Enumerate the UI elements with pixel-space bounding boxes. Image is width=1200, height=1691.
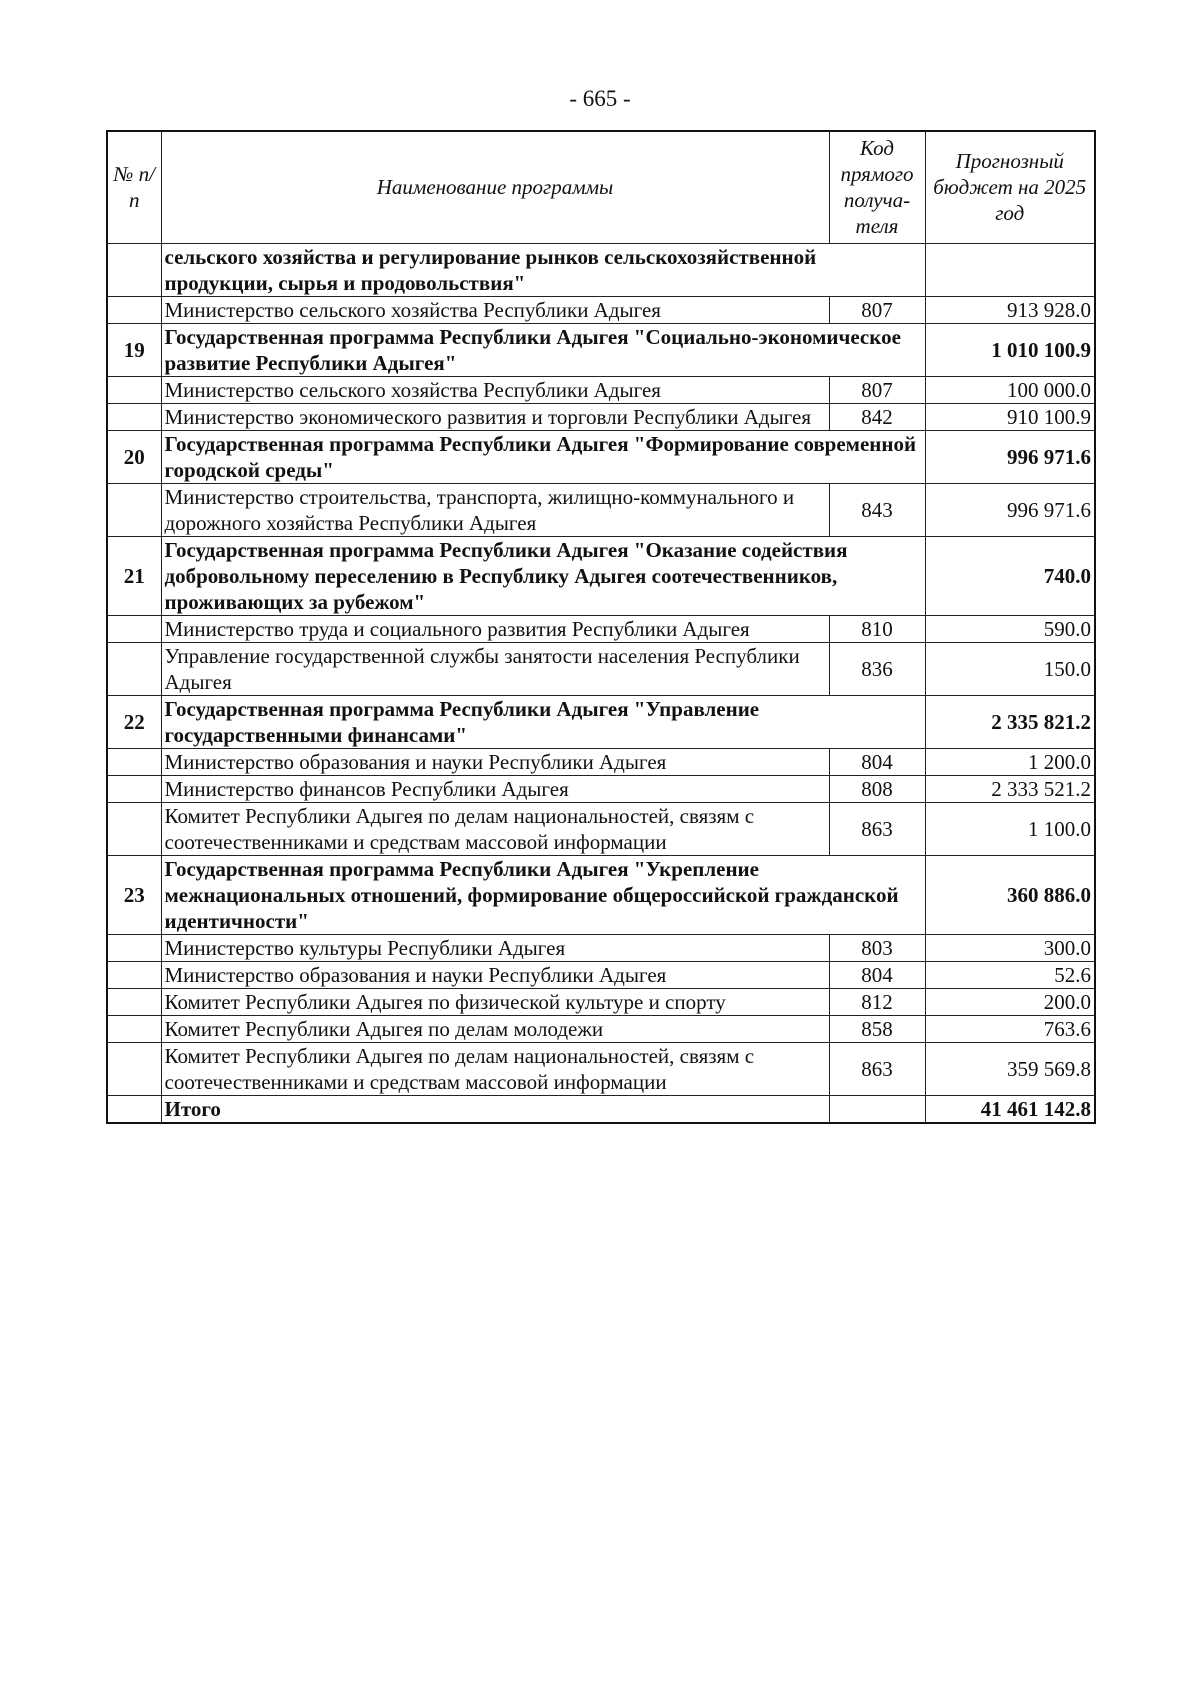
row-code: 842 — [829, 403, 925, 430]
row-name: Министерство экономического развития и торговли Республики Адыгея — [161, 403, 829, 430]
row-number — [107, 642, 161, 695]
row-code: 812 — [829, 988, 925, 1015]
row-amount: 100 000.0 — [925, 376, 1095, 403]
program-amount — [925, 243, 1095, 296]
recipient-row — [107, 802, 1095, 855]
row-number — [107, 376, 161, 403]
recipient-row — [107, 615, 1095, 642]
row-amount: 2 333 521.2 — [925, 775, 1095, 802]
row-number: 19 — [107, 323, 161, 376]
row-amount: 913 928.0 — [925, 296, 1095, 323]
row-name: Министерство культуры Республики Адыгея — [161, 934, 829, 961]
program-row — [107, 695, 1095, 748]
row-name: Министерство сельского хозяйства Республики Адыгея — [161, 296, 829, 323]
program-name: Государственная программа Республики Адыгея "Управление государственными финансами" — [161, 695, 925, 748]
recipient-row — [107, 934, 1095, 961]
row-code: 858 — [829, 1015, 925, 1042]
row-code: 808 — [829, 775, 925, 802]
total-name: Итого — [161, 1095, 829, 1123]
recipient-row — [107, 1015, 1095, 1042]
program-row — [107, 430, 1095, 483]
row-name: Управление государственной службы занятости населения Республики Адыгея — [161, 642, 829, 695]
program-name: Государственная программа Республики Адыгея "Социально-экономическое развитие Республики Адыгея" — [161, 323, 925, 376]
total-code — [829, 1095, 925, 1123]
row-amount: 996 971.6 — [925, 483, 1095, 536]
total-row — [107, 1095, 1095, 1123]
row-code: 863 — [829, 1042, 925, 1095]
recipient-row — [107, 988, 1095, 1015]
recipient-row — [107, 775, 1095, 802]
row-number — [107, 802, 161, 855]
program-name: сельского хозяйства и регулирование рынков сельскохозяйственной продукции, сырья и продовольствия" — [161, 243, 925, 296]
row-code: 807 — [829, 376, 925, 403]
program-amount: 996 971.6 — [925, 430, 1095, 483]
recipient-row — [107, 748, 1095, 775]
row-name: Комитет Республики Адыгея по физической культуре и спорту — [161, 988, 829, 1015]
header-number: № п/п — [107, 131, 161, 243]
recipient-row — [107, 483, 1095, 536]
table-header-row — [107, 131, 1095, 243]
row-number — [107, 615, 161, 642]
row-number — [107, 934, 161, 961]
row-amount: 1 200.0 — [925, 748, 1095, 775]
row-number: 21 — [107, 536, 161, 615]
row-code: 807 — [829, 296, 925, 323]
table-body — [107, 243, 1095, 1123]
row-number — [107, 748, 161, 775]
row-code: 843 — [829, 483, 925, 536]
row-number — [107, 483, 161, 536]
row-number — [107, 988, 161, 1015]
recipient-row — [107, 961, 1095, 988]
row-name: Министерство сельского хозяйства Республики Адыгея — [161, 376, 829, 403]
program-row — [107, 243, 1095, 296]
recipient-row — [107, 403, 1095, 430]
row-amount: 150.0 — [925, 642, 1095, 695]
program-name: Государственная программа Республики Адыгея "Укрепление межнациональных отношений, формирование общероссийской гражданской идентичности" — [161, 855, 925, 934]
row-name: Министерство строительства, транспорта, жилищно-коммунального и дорожного хозяйства Республики Адыгея — [161, 483, 829, 536]
recipient-row — [107, 642, 1095, 695]
row-number: 23 — [107, 855, 161, 934]
row-number — [107, 296, 161, 323]
total-amount: 41 461 142.8 — [925, 1095, 1095, 1123]
row-number — [107, 1042, 161, 1095]
row-code: 810 — [829, 615, 925, 642]
row-amount: 200.0 — [925, 988, 1095, 1015]
row-name: Министерство образования и науки Республики Адыгея — [161, 961, 829, 988]
program-amount: 360 886.0 — [925, 855, 1095, 934]
program-amount: 740.0 — [925, 536, 1095, 615]
row-amount: 300.0 — [925, 934, 1095, 961]
row-amount: 1 100.0 — [925, 802, 1095, 855]
row-name: Комитет Республики Адыгея по делам национальностей, связям с соотечественниками и средствам массовой информации — [161, 1042, 829, 1095]
row-number — [107, 961, 161, 988]
total-num — [107, 1095, 161, 1123]
row-name: Комитет Республики Адыгея по делам молодежи — [161, 1015, 829, 1042]
row-number — [107, 403, 161, 430]
row-amount: 359 569.8 — [925, 1042, 1095, 1095]
row-name: Министерство образования и науки Республики Адыгея — [161, 748, 829, 775]
row-code: 803 — [829, 934, 925, 961]
program-name: Государственная программа Республики Адыгея "Оказание содействия добровольному переселению в Республику Адыгея соотечественников, проживающих за рубежом" — [161, 536, 925, 615]
row-amount: 52.6 — [925, 961, 1095, 988]
row-code: 836 — [829, 642, 925, 695]
program-row — [107, 855, 1095, 934]
recipient-row — [107, 1042, 1095, 1095]
program-amount: 2 335 821.2 — [925, 695, 1095, 748]
program-row — [107, 536, 1095, 615]
header-program-name: Наименование программы — [161, 131, 829, 243]
row-amount: 590.0 — [925, 615, 1095, 642]
row-number — [107, 1015, 161, 1042]
row-number — [107, 775, 161, 802]
row-number: 22 — [107, 695, 161, 748]
recipient-row — [107, 376, 1095, 403]
program-name: Государственная программа Республики Адыгея "Формирование современной городской среды" — [161, 430, 925, 483]
budget-table — [106, 130, 1096, 1124]
row-number: 20 — [107, 430, 161, 483]
row-number — [107, 243, 161, 296]
row-code: 804 — [829, 748, 925, 775]
row-code: 863 — [829, 802, 925, 855]
row-amount: 763.6 — [925, 1015, 1095, 1042]
row-name: Министерство финансов Республики Адыгея — [161, 775, 829, 802]
row-amount: 910 100.9 — [925, 403, 1095, 430]
program-amount: 1 010 100.9 — [925, 323, 1095, 376]
page-number: - 665 - — [569, 86, 631, 111]
header-recipient-code: Код прямого получа-теля — [829, 131, 925, 243]
row-code: 804 — [829, 961, 925, 988]
header-forecast-budget: Прогнозный бюджет на 2025 год — [925, 131, 1095, 243]
row-name: Комитет Республики Адыгея по делам национальностей, связям с соотечественниками и средствам массовой информации — [161, 802, 829, 855]
row-name: Министерство труда и социального развития Республики Адыгея — [161, 615, 829, 642]
program-row — [107, 323, 1095, 376]
recipient-row — [107, 296, 1095, 323]
